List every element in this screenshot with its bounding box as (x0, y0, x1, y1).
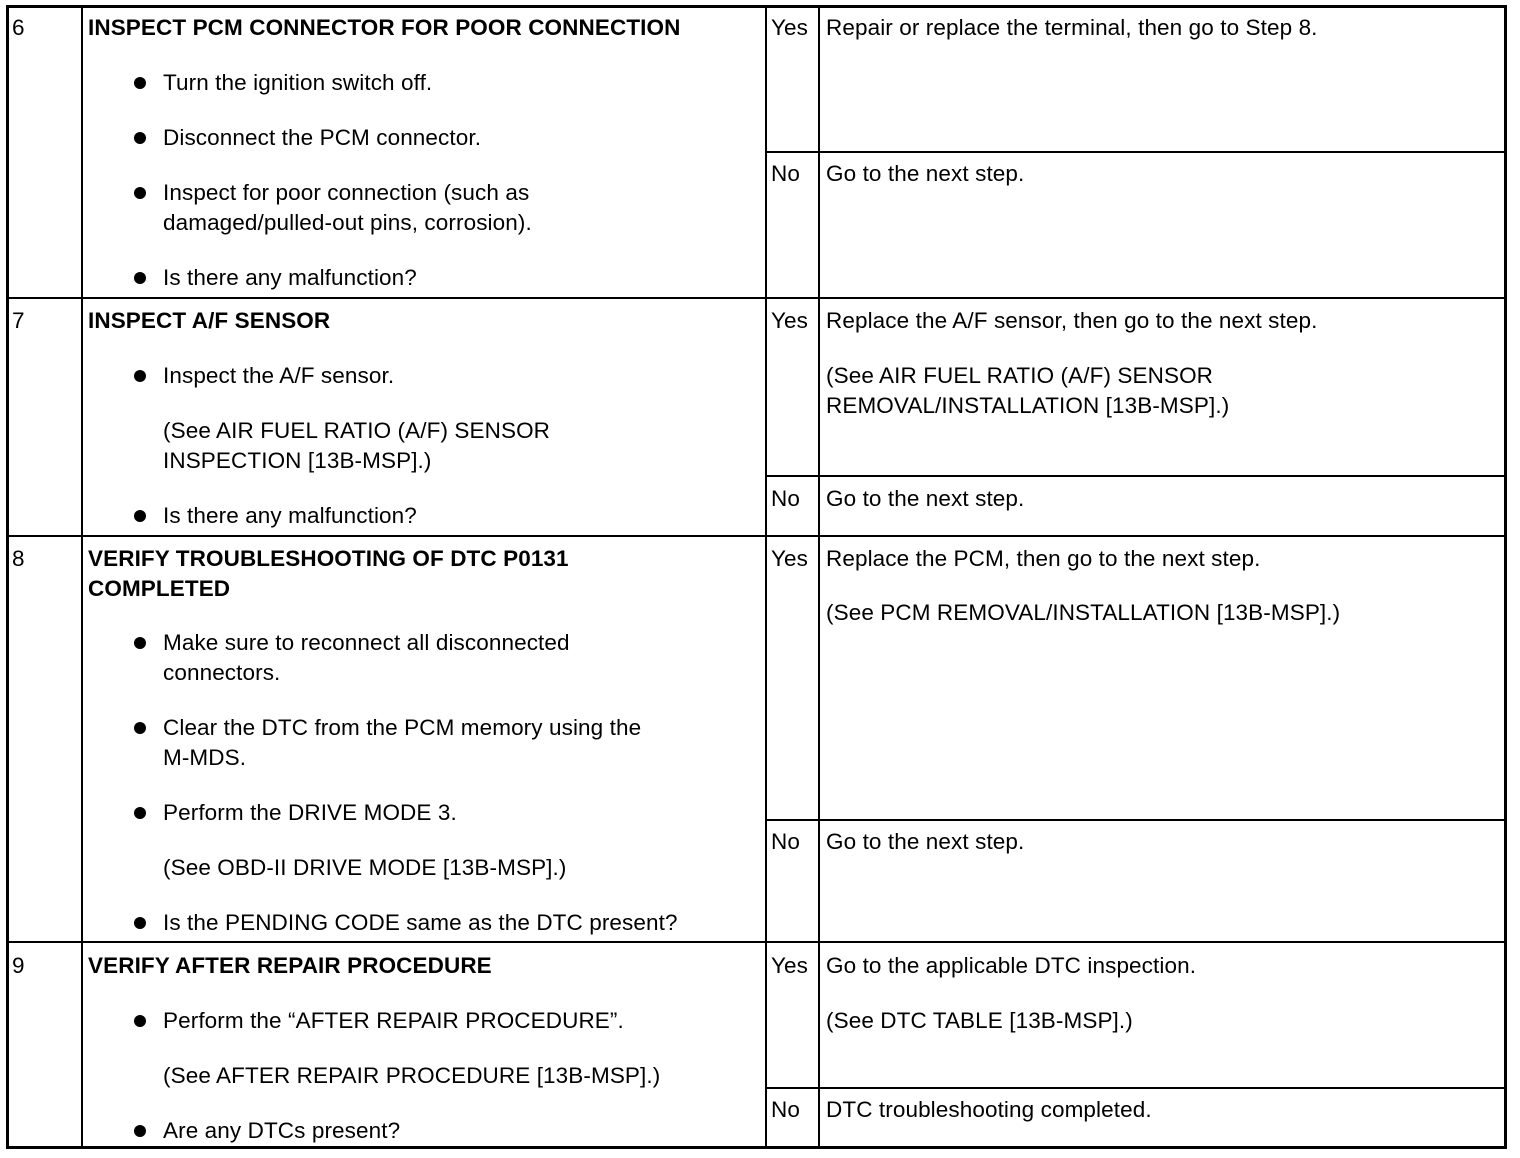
bullet-icon (134, 1015, 146, 1027)
bullet-icon (134, 370, 146, 382)
yes-result: Replace the PCM, then go to the next step. (826, 546, 1261, 571)
yes-reference: (See AIR FUEL RATIO (A/F) SENSOR (826, 363, 1214, 388)
action-text: connectors. (163, 660, 281, 685)
no-label: No (771, 161, 800, 186)
yes-label: Yes (771, 546, 809, 571)
action-text: M-MDS. (163, 745, 247, 770)
yes-reference: (See DTC TABLE [13B-MSP].) (826, 1008, 1133, 1033)
step-title: VERIFY TROUBLESHOOTING OF DTC P0131 (88, 546, 569, 571)
action-text: Are any DTCs present? (163, 1118, 401, 1143)
action-text: Make sure to reconnect all disconnected (163, 630, 570, 655)
action-text: damaged/pulled-out pins, corrosion). (163, 210, 532, 235)
yes-result: Replace the A/F sensor, then go to the next step. (826, 308, 1318, 333)
bullet-icon (134, 722, 146, 734)
step-title: COMPLETED (88, 576, 231, 601)
yes-result: Repair or replace the terminal, then go to Step 8. (826, 15, 1318, 40)
step-number: 8 (12, 546, 25, 571)
action-text: Disconnect the PCM connector. (163, 125, 482, 150)
no-label: No (771, 1097, 800, 1122)
action-text: Turn the ignition switch off. (163, 70, 433, 95)
step-number: 7 (12, 308, 25, 333)
no-result: Go to the next step. (826, 161, 1025, 186)
action-text: Is the PENDING CODE same as the DTC present? (163, 910, 678, 935)
step-number: 9 (12, 953, 25, 978)
action-text: Inspect for poor connection (such as (163, 180, 530, 205)
action-text: Clear the DTC from the PCM memory using the (163, 715, 642, 740)
yes-no-divider (765, 1087, 1507, 1089)
row-divider (6, 297, 1507, 299)
column-divider-action (765, 5, 767, 1149)
bullet-icon (134, 132, 146, 144)
no-result: DTC troubleshooting completed. (826, 1097, 1152, 1122)
action-text: Inspect the A/F sensor. (163, 363, 395, 388)
column-divider-step (81, 5, 83, 1149)
yes-no-divider (765, 151, 1507, 153)
step-title: VERIFY AFTER REPAIR PROCEDURE (88, 953, 492, 978)
yes-reference: (See PCM REMOVAL/INSTALLATION [13B-MSP].) (826, 600, 1341, 625)
step-title: INSPECT A/F SENSOR (88, 308, 331, 333)
action-reference: INSPECTION [13B-MSP].) (163, 448, 432, 473)
action-text: Is there any malfunction? (163, 503, 417, 528)
yes-label: Yes (771, 953, 809, 978)
no-result: Go to the next step. (826, 486, 1025, 511)
no-label: No (771, 829, 800, 854)
yes-result: Go to the applicable DTC inspection. (826, 953, 1197, 978)
bullet-icon (134, 1125, 146, 1137)
bullet-icon (134, 807, 146, 819)
row-divider (6, 941, 1507, 943)
yes-label: Yes (771, 308, 809, 333)
step-number: 6 (12, 15, 25, 40)
bullet-icon (134, 272, 146, 284)
action-reference: (See AIR FUEL RATIO (A/F) SENSOR (163, 418, 551, 443)
bullet-icon (134, 510, 146, 522)
no-result: Go to the next step. (826, 829, 1025, 854)
action-text: Perform the “AFTER REPAIR PROCEDURE”. (163, 1008, 624, 1033)
no-label: No (771, 486, 800, 511)
column-divider-result (818, 5, 820, 1149)
row-divider (6, 535, 1507, 537)
yes-label: Yes (771, 15, 809, 40)
yes-reference: REMOVAL/INSTALLATION [13B-MSP].) (826, 393, 1230, 418)
action-reference: (See OBD-II DRIVE MODE [13B-MSP].) (163, 855, 567, 880)
bullet-icon (134, 917, 146, 929)
action-reference: (See AFTER REPAIR PROCEDURE [13B-MSP].) (163, 1063, 661, 1088)
action-text: Is there any malfunction? (163, 265, 417, 290)
bullet-icon (134, 77, 146, 89)
yes-no-divider (765, 819, 1507, 821)
action-text: Perform the DRIVE MODE 3. (163, 800, 457, 825)
bullet-icon (134, 637, 146, 649)
bullet-icon (134, 187, 146, 199)
step-title: INSPECT PCM CONNECTOR FOR POOR CONNECTION (88, 15, 681, 40)
yes-no-divider (765, 475, 1507, 477)
